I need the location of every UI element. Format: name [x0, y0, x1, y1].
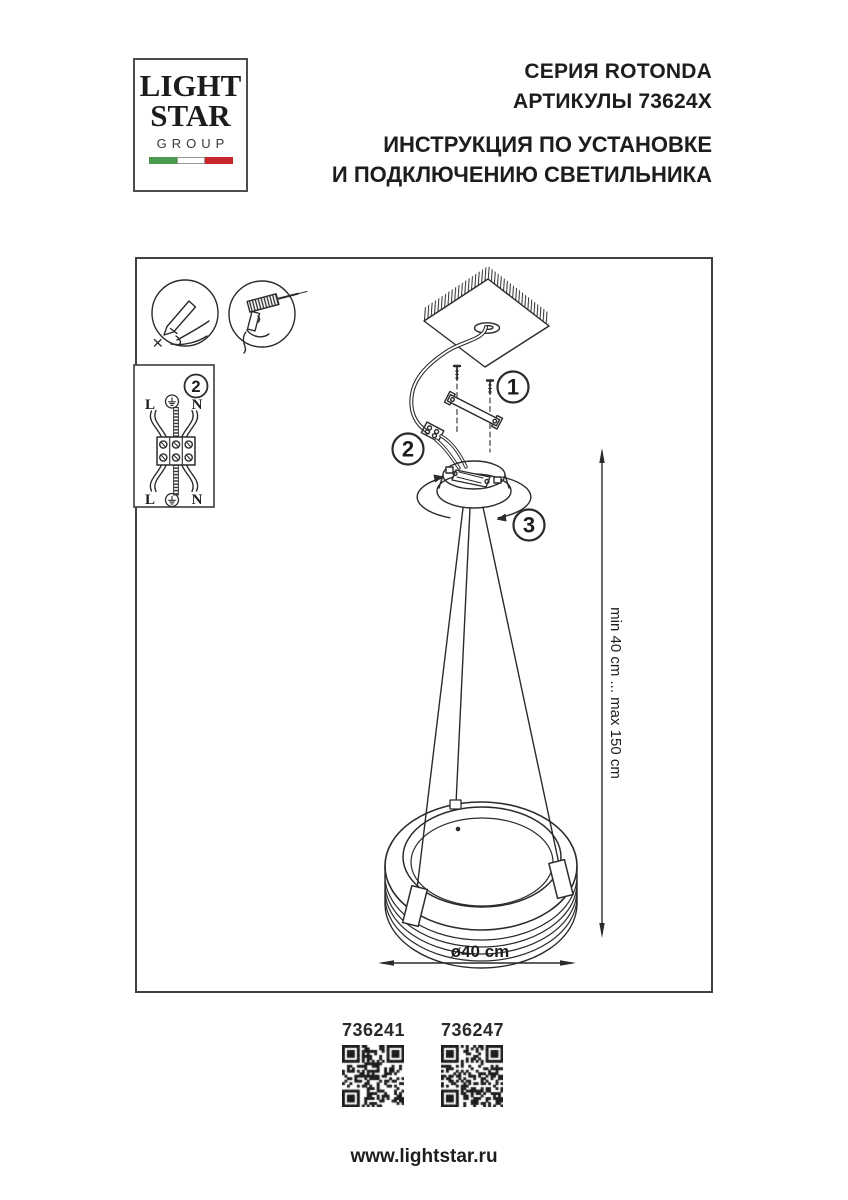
- drill-icon: [229, 281, 307, 353]
- articles: АРТИКУЛЫ 73624X: [513, 90, 712, 113]
- step-number-2: 2: [401, 436, 415, 462]
- lamp-detail-dot: [456, 827, 461, 832]
- step-2-badge: [393, 434, 424, 465]
- wire-label-L-top: L: [144, 397, 156, 413]
- logo-group: GROUP: [156, 136, 230, 151]
- logo-star: STAR: [150, 98, 231, 133]
- ceiling-canopy: [437, 461, 511, 508]
- website-url: www.lightstar.ru: [350, 1146, 498, 1167]
- ceiling-hatch: [424, 266, 488, 321]
- series-name: СЕРИЯ ROTONDA: [524, 60, 712, 83]
- wire-label-L-bottom: L: [144, 492, 156, 508]
- wiring-step-number: 2: [191, 378, 201, 396]
- cable-connector: [421, 422, 443, 442]
- wire-label-N-bottom: N: [191, 492, 203, 508]
- product-code-2: 736247: [441, 1020, 505, 1040]
- wire-label-N-top: N: [191, 397, 203, 413]
- qr-code: [441, 1045, 503, 1107]
- step-number-1: 1: [506, 374, 520, 400]
- qr-code: [342, 1045, 404, 1107]
- title-line2: И ПОДКЛЮЧЕНИЮ СВЕТИЛЬНИКА: [331, 162, 712, 187]
- height-range-label: min 40 cm ... max 150 cm: [607, 607, 624, 779]
- title-line1: ИНСТРУКЦИЯ ПО УСТАНОВКЕ: [383, 132, 712, 157]
- suspension-wires: [417, 507, 559, 889]
- ceiling-hatch: [488, 266, 549, 326]
- ground-wire: [174, 408, 179, 438]
- terminal-block: [157, 437, 195, 465]
- wiring-diagram: [134, 365, 214, 508]
- step-number-3: 3: [522, 512, 536, 538]
- product-code-1: 736241: [342, 1020, 406, 1040]
- step-1-badge: [498, 372, 529, 403]
- logo-light: LIGHT: [139, 68, 242, 103]
- step-3-badge: [514, 510, 545, 541]
- mounting-bracket: [444, 391, 502, 428]
- height-dimension: [599, 448, 624, 938]
- pencil-marking-icon: [152, 280, 218, 346]
- ground-wire: [174, 465, 179, 496]
- diameter-label: ø40 cm: [450, 942, 510, 961]
